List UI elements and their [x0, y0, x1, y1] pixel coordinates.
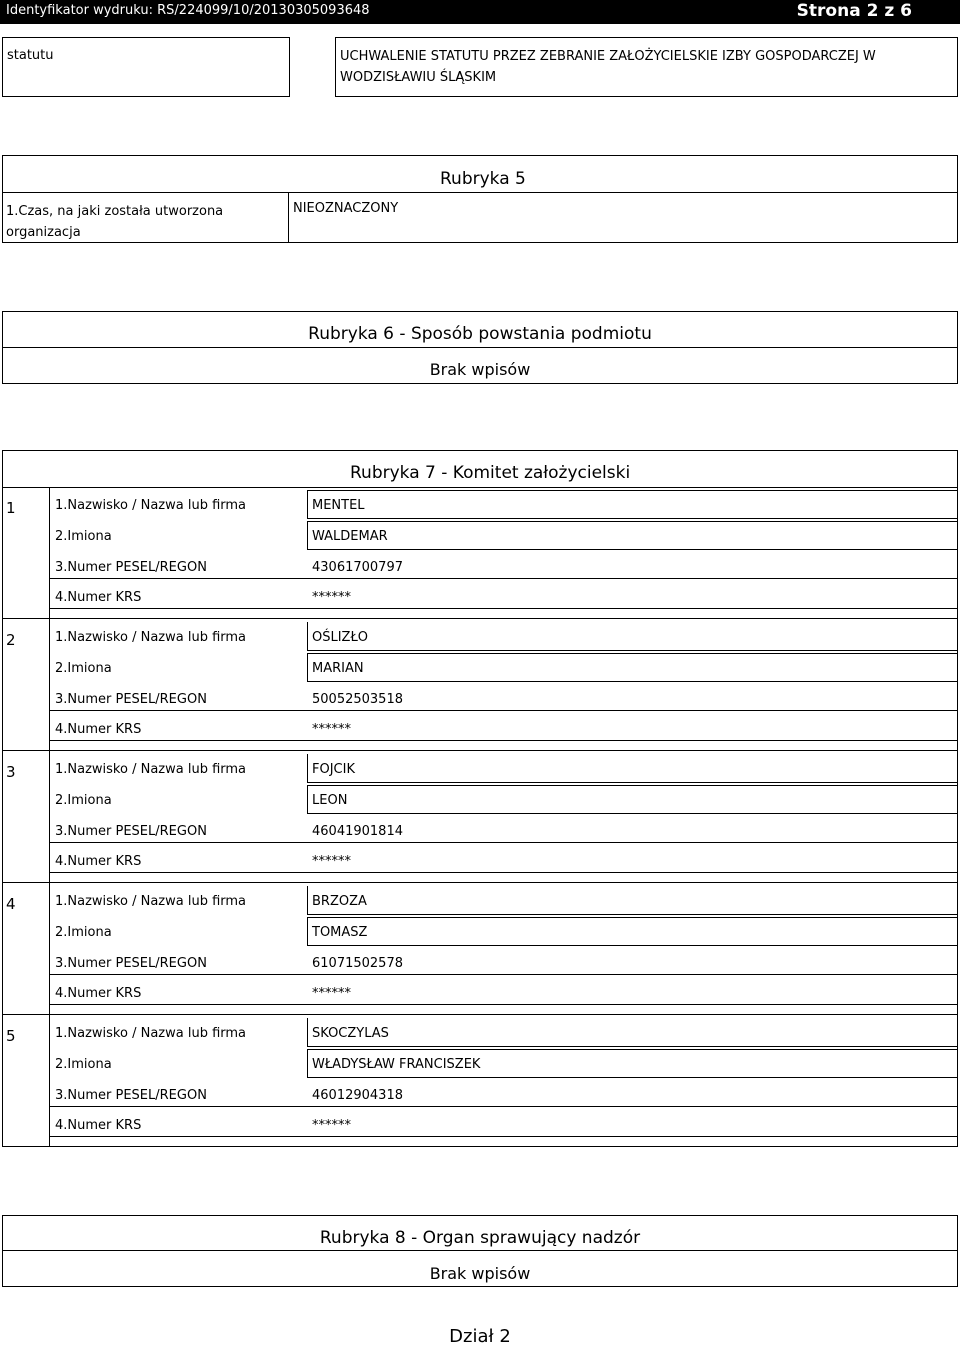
rubryka5-title: Rubryka 5 [440, 169, 526, 189]
print-id: Identyfikator wydruku: RS/224099/10/20130305093648 [6, 3, 370, 18]
member-krs: ****** [312, 1118, 351, 1133]
section-title: Dział 2 [449, 1326, 511, 1347]
member-krs-label: 4.Numer KRS [55, 1118, 142, 1133]
member-pesel-label: 3.Numer PESEL/REGON [55, 560, 207, 575]
member-number: 3 [6, 763, 16, 781]
member-first-names-label: 2.Imiona [55, 925, 112, 940]
member-first-names-label: 2.Imiona [55, 661, 112, 676]
member-pesel-label: 3.Numer PESEL/REGON [55, 1088, 207, 1103]
member-first-names-label: 2.Imiona [55, 529, 112, 544]
member-pesel-label: 3.Numer PESEL/REGON [55, 824, 207, 839]
member-first-names: WALDEMAR [312, 529, 388, 544]
member-first-names: LEON [312, 793, 348, 808]
rubryka6-empty: Brak wpisów [429, 360, 531, 379]
statute-label: statutu [7, 48, 54, 63]
member-krs-label: 4.Numer KRS [55, 722, 142, 737]
member-krs: ****** [312, 722, 351, 737]
member-krs-label: 4.Numer KRS [55, 986, 142, 1001]
member-number: 4 [6, 895, 16, 913]
page-number: Strona 2 z 6 [796, 1, 912, 21]
member-number: 5 [6, 1027, 16, 1045]
print-header [0, 0, 960, 24]
member-pesel: 61071502578 [312, 956, 403, 971]
member-krs: ****** [312, 590, 351, 605]
member-first-names-label: 2.Imiona [55, 1057, 112, 1072]
member-pesel: 46041901814 [312, 824, 403, 839]
member-first-names: WŁADYSŁAW FRANCISZEK [312, 1057, 481, 1072]
member-pesel-label: 3.Numer PESEL/REGON [55, 956, 207, 971]
member-name: SKOCZYLAS [312, 1026, 389, 1041]
statute-value: UCHWALENIE STATUTU PRZEZ ZEBRANIE ZAŁOŻYCIELSKIE IZBY GOSPODARCZEJ W WODZISŁAWIU ŚLĄSKIM [340, 49, 876, 85]
member-name: OŚLIZŁO [312, 630, 369, 645]
member-pesel: 46012904318 [312, 1088, 403, 1103]
member-first-names: MARIAN [312, 661, 364, 676]
rubryka8-title: Rubryka 8 - Organ sprawujący nadzór [319, 1228, 641, 1248]
member-first-names: TOMASZ [312, 925, 368, 940]
member-krs: ****** [312, 854, 351, 869]
rubryka5-value: NIEOZNACZONY [293, 201, 399, 216]
member-number: 1 [6, 499, 16, 517]
statute-value-box [335, 37, 958, 97]
member-number: 2 [6, 631, 16, 649]
member-pesel: 50052503518 [312, 692, 403, 707]
rubryka5-label: 1.Czas, na jaki została utworzona organizacja [6, 204, 224, 240]
member-name-label: 1.Nazwisko / Nazwa lub firma [55, 894, 247, 909]
member-name: MENTEL [312, 498, 365, 513]
member-pesel: 43061700797 [312, 560, 403, 575]
rubryka8-empty: Brak wpisów [429, 1264, 531, 1283]
rubryka7-title: Rubryka 7 - Komitet założycielski [350, 463, 631, 483]
member-name-label: 1.Nazwisko / Nazwa lub firma [55, 630, 247, 645]
member-pesel-label: 3.Numer PESEL/REGON [55, 692, 207, 707]
member-name-label: 1.Nazwisko / Nazwa lub firma [55, 762, 247, 777]
member-name-label: 1.Nazwisko / Nazwa lub firma [55, 1026, 247, 1041]
rubryka6-title: Rubryka 6 - Sposób powstania podmiotu [308, 324, 652, 344]
member-name: BRZOZA [312, 894, 367, 909]
member-first-names-label: 2.Imiona [55, 793, 112, 808]
member-name: FOJCIK [312, 762, 355, 777]
member-name-label: 1.Nazwisko / Nazwa lub firma [55, 498, 247, 513]
member-krs-label: 4.Numer KRS [55, 590, 142, 605]
member-krs-label: 4.Numer KRS [55, 854, 142, 869]
member-krs: ****** [312, 986, 351, 1001]
statute-label-box [2, 37, 290, 97]
rubryka7-section [2, 450, 958, 1147]
